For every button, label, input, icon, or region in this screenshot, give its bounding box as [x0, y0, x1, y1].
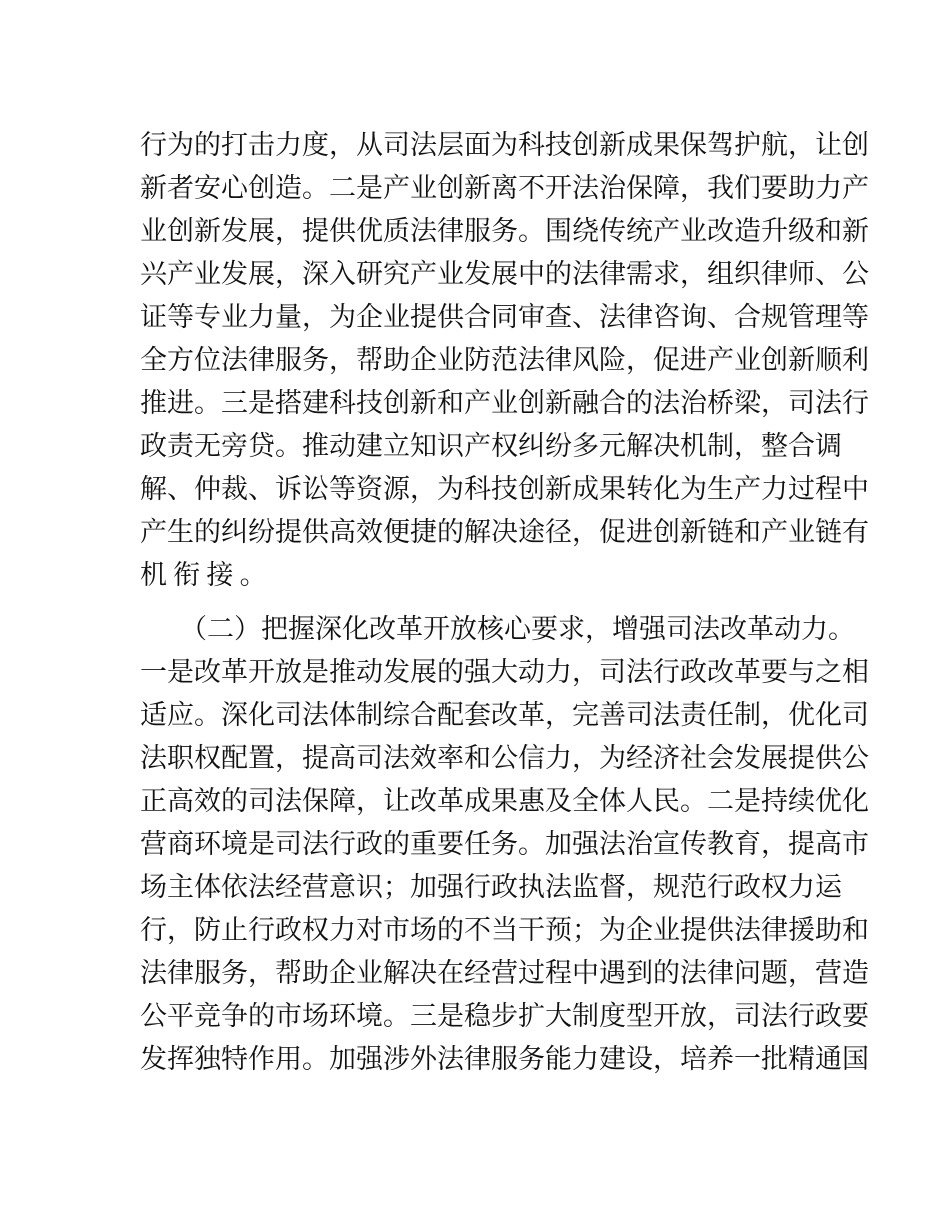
text-line: 证等专业力量，为企业提供合同审查、法律咨询、合规管理等 — [140, 302, 869, 333]
text-line: 解、仲裁、诉讼等资源，为科技创新成果转化为生产力过程中 — [140, 474, 869, 505]
text-line: 行，防止行政权力对市场的不当干预；为企业提供法律援助和 — [140, 915, 869, 946]
text-line: 适应。深化司法体制综合配套改革，完善司法责任制，优化司 — [140, 700, 869, 731]
text-line: 场主体依法经营意识；加强行政执法监督，规范行政权力运 — [140, 872, 842, 903]
text-line: 行为的打击力度，从司法层面为科技创新成果保驾护航，让创 — [140, 130, 869, 161]
paragraph-spacer — [140, 597, 812, 608]
text-line: 政责无旁贷。推动建立知识产权纠纷多元解决机制，整合调 — [140, 431, 842, 462]
text-line: 正高效的司法保障，让改革成果惠及全体人民。二是持续优化 — [140, 786, 869, 817]
text-line: 公平竞争的市场环境。三是稳步扩大制度型开放，司法行政要 — [140, 1001, 869, 1032]
text-line: 兴产业发展，深入研究产业发展中的法律需求，组织律师、公 — [140, 259, 869, 290]
text-line: 法律服务，帮助企业解决在经营过程中遇到的法律问题，营造 — [140, 958, 869, 989]
section-heading-line: （二）把握深化改革开放核心要求，增强司法改革动力。 — [180, 614, 855, 645]
text-line: 发挥独特作用。加强涉外法律服务能力建设，培养一批精通国 — [140, 1044, 869, 1075]
text-line: 推进。三是搭建科技创新和产业创新融合的法治桥梁，司法行 — [140, 388, 869, 419]
document-body — [140, 124, 869, 1081]
paragraph-innovation-legal-support — [140, 124, 869, 597]
text-line: 新者安心创造。二是产业创新离不开法治保障，我们要助力产 — [140, 173, 869, 204]
text-line: 全方位法律服务，帮助企业防范法律风险，促进产业创新顺利 — [140, 345, 869, 376]
text-line-last: 机衔接。 — [140, 560, 273, 591]
paragraph-section-two-reform — [140, 608, 869, 1081]
text-line: 营商环境是司法行政的重要任务。加强法治宣传教育，提高市 — [140, 829, 869, 860]
text-line: 业创新发展，提供优质法律服务。围绕传统产业改造升级和新 — [140, 216, 869, 247]
text-line: 法职权配置，提高司法效率和公信力，为经济社会发展提供公 — [140, 743, 869, 774]
text-line: 一是改革开放是推动发展的强大动力，司法行政改革要与之相 — [140, 657, 869, 688]
text-line: 产生的纠纷提供高效便捷的解决途径，促进创新链和产业链有 — [140, 517, 869, 548]
